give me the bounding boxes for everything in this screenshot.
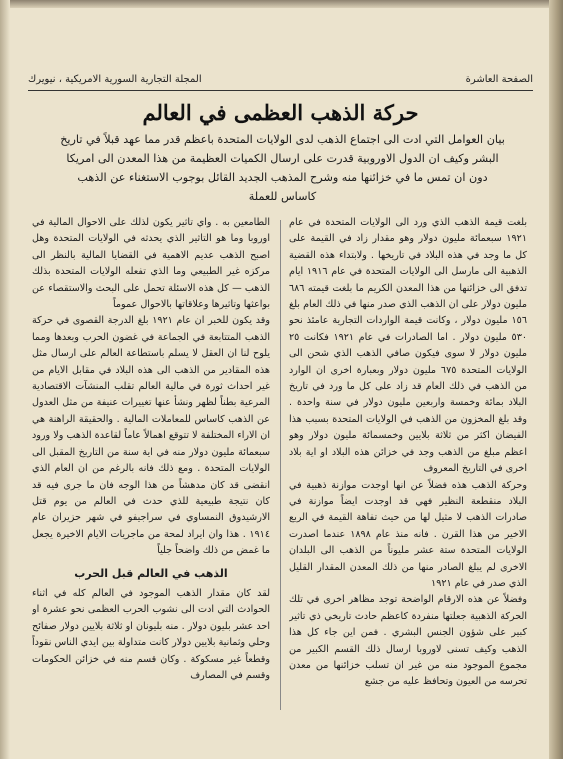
article-title: حركة الذهب العظمى في العالم bbox=[142, 100, 419, 125]
running-header bbox=[28, 72, 533, 91]
book-binding bbox=[549, 0, 563, 759]
article-column-left bbox=[32, 215, 270, 725]
page-number-label: الصفحة العاشرة bbox=[465, 74, 533, 85]
paragraph: لقد كان مقدار الذهب الموجود في العالم كله في اثناء الحوادث التي ادت الى نشوب الحرب العظمى نحو عشرة او احد عشر بليون دولار . منه بليونان او ثلاثة بلايين دولار صفائح وحلي وثمانية بلايين دولار كانت متداولة بين ايدي الناس نقوداً وقطعاً غير مسكوكة . وكان قسم منه في خزائن الحكومات وقسم في المصارف bbox=[32, 587, 270, 681]
article-column-right bbox=[289, 215, 527, 725]
page-left-shadow bbox=[0, 0, 10, 759]
section-subheading: الذهب في العالم قبل الحرب bbox=[74, 566, 228, 580]
article-intro: بيان العوامل التي ادت الى اجتماع الذهب لدى الولايات المتحدة باعظم قدر مما عهد قبلاً في تاريخ البشر وكيف ان الدول الاوروبية قدرت على ارسال الكميات العظيمة من هذا المعدن الى امريكا دون ان تمس ما في خزائنها منه وشرح المذهب الجديد القائل بوجوب الاستغناء عن الذهب كاساس للعملة bbox=[60, 133, 505, 203]
page-top-edge bbox=[0, 0, 563, 8]
column-divider bbox=[280, 220, 281, 710]
paragraph: الطامعين به . واي تاثير يكون لذلك على الاحوال المالية في اوروبا وما هو التاثير الذي يحدثه في الولايات المتحدة وهل اصبح الذهب عديم الاهمية في القضايا المالية بالنظر الى مركزه غير الطبيعي وما الذي تفعله الولايات المتحدة بذلك الذهب — كل هذه الاسئلة تحمل على البحث والاستقصاء عن بواعثها وتاثيرها وعلاقاتها بالاحوال عموماً bbox=[32, 217, 270, 311]
paragraph: وقد يكون للخبر ان عام ١٩٢١ بلغ الدرجة القصوى في حركة الذهب المتتابعة في الجماعة في غضون الحرب وبعدها ومما يلوح لنا ان العقل لا يسلم باستطاعة العالم على ارسال مثل هذه المقادير من الذهب الى هذه البلاد في مقابل الايام من غير احداث ثورة في مالية العالم تقلب المنشآت الاقتصادية المرعية بطناً لظهر ونشأ عنها تغييرات عنيفة من مثل العدول عن الذهب كاساس للمعاملات المالية . والحقيقة الراهنة هي ان الاراء المختلفة لا تتوقع اهمالاً عاماً لقاعدة الذهب ولا ورود سبعمائة مليون دولار منه في اية سنة من التاريخ المقبل الى الولايات المتحدة . ومع ذلك فانه بالرغم من ان العام الذي انقضى قد كان مدهشاً من هذا الوجه فان ما جرى فيه قد كان نتيجة طبيعية للذي حدث في العالم من يوم قتل الارشيدوق النمساوي في سراجيفو في شهر حزيران عام ١٩١٤ . هذا وان ايراد لمحة من ماجريات الايام الاخيرة يجعل ما غمض من ذلك واضحاً جلياً bbox=[32, 315, 270, 557]
paragraph: بلغت قيمة الذهب الذي ورد الى الولايات المتحدة في عام ١٩٢١ سبعمائة مليون دولار وهو مقدار زاد في القيمة على كل ما وجد في هذه البلاد في تاريخها . ولابتداء هذه القضية الذهبية الى مارسل الى الولايات المتحدة في عام ١٩١٦ ايام تدفق الى خزائنها من هذا المعدن الكريم ما بلغت قيمته ٦٨٦ مليون دولار على ان الذهب الذي صدر منها في ذلك العام بلغ ١٥٦ مليون دولار ، وكانت قيمة الواردات التجارية عامئذ نحو ٥٣٠ مليون دولار . اما الصادرات في عام ١٩٢١ فكانت ٢٥ مليون دولار لا سوى فيكون صافي الذهب الذي شحن الى الولايات المتحدة ٦٧٥ مليون دولار وبعبارة اخرى ان الوارد من الذهب في ذلك العام قد زاد على كل ما ورد في تاريخ البلاد بمائة وخمسة واربعين مليون دولار في سنة واحدة . وقد بلغ المخزون من الذهب في الولايات المتحدة بسبب هذا الفيضان اكثر من ثلاثة بلايين وخمسمائة مليون دولار وهو اعظم مبلغ من الذهب وجد في خزائن هذه البلاد او اية بلاد اخرى في التاريخ المعروف bbox=[289, 217, 527, 475]
paragraph: وحركة الذهب هذه فضلاً عن انها اوجدت موازنة ذهبية في البلاد منقطعة النظير فهي قد اوجدت ايضاً موازنة في صادرات الذهب لا مثيل لها من حيث تفاهة القيمة في الربع الاخير من هذا القرن . فانه منذ عام ١٨٩٨ عندما اصدرت الولايات المتحدة ستة عشر مليوناً من الذهب الى البلدان الاخرى لم يبلغ الصادر منها من ذلك المعدن المقدار القليل الذي صدر في عام ١٩٢١ bbox=[289, 479, 527, 589]
paragraph: وفضلاً عن هذه الارقام الواضحة توجد مظاهر اخرى في تلك الحركة الذهبية جعلتها منفردة كاعظم حادث تاريخي ذي تاثير كبير على شؤون الجنس البشري . فمن اين جاء كل هذا الذهب وكيف تسنى لاوروبا ارسال ذلك القسم الكبير من مجموع الموجود منه من غير ان تسلب خزائنها من معدن تحرسه من العيون وتحافظ عليه من جشع bbox=[289, 594, 527, 688]
publication-name: المجلة التجارية السورية الامريكية ، نيويرك bbox=[28, 74, 202, 85]
